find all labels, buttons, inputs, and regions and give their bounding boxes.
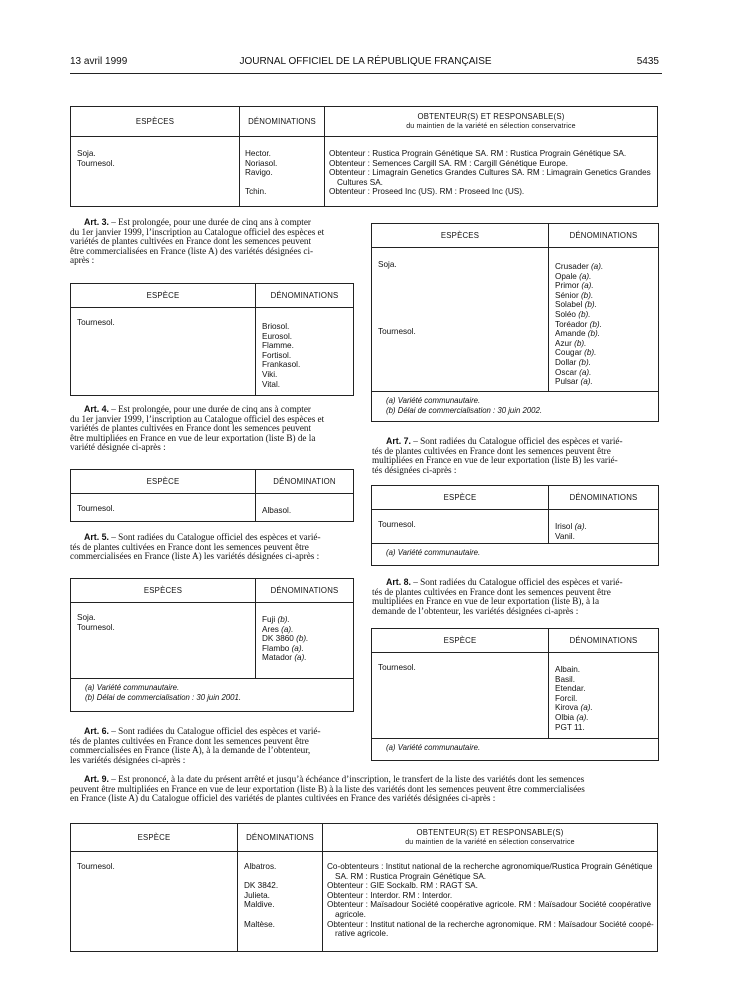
variety-name: Basil. xyxy=(555,674,576,684)
article-5 xyxy=(70,533,355,562)
owner-line: agricole. xyxy=(335,909,366,919)
variety-name: Noriasol. xyxy=(245,158,278,168)
owners-header-subtitle: du maintien de la variété en sélection conservatrice xyxy=(405,838,575,846)
variety-name: Irisol (a). xyxy=(555,522,587,531)
art8-label: Art. 8. xyxy=(386,577,411,587)
variety-name: Cougar (b). xyxy=(555,348,597,358)
art8-line: Art. 8. – Sont radiées du Catalogue officiel des espèces et varié- xyxy=(386,577,623,587)
owners-header-title: OBTENTEUR(S) ET RESPONSABLE(S) xyxy=(416,827,564,837)
species-cell: Tournesol. xyxy=(71,852,238,952)
variety-name: Maldive. xyxy=(244,900,275,910)
art7-line: Art. 7. – Sont radiées du Catalogue officiel des espèces et varié- xyxy=(386,436,623,446)
variety-name: Azur (b). xyxy=(555,338,587,348)
col-header-names: DÉNOMINATIONS xyxy=(256,284,354,308)
owner-line: Obtenteur : Institut national de la recherche agronomique. RM : Maïsadour Société coopé- xyxy=(327,919,654,929)
owner-line: Obtenteur : Semences Cargill SA. RM : Cargill Génétique Europe. xyxy=(329,158,568,168)
variety-name: Olbia (a). xyxy=(555,712,589,722)
col-header-owners xyxy=(323,824,658,852)
footnote-a: (a) Variété communautaire. xyxy=(386,743,481,752)
variety-name: DK 3842. xyxy=(244,881,279,891)
footnote-a: (a) Variété communautaire. xyxy=(85,683,180,692)
owner-line: Obtenteur : GIE Sockalb. RM : RAGT SA. xyxy=(327,881,478,891)
species-item: Tournesol. xyxy=(77,622,115,632)
art4-line: du 1er janvier 1999, l’inscription au Catalogue officiel des espèces et xyxy=(70,413,325,424)
col-header-species: ESPÈCES xyxy=(71,107,240,137)
variety-name: Kirova (a). xyxy=(555,703,593,713)
species-cell: Tournesol. xyxy=(71,494,256,522)
header-rule xyxy=(70,73,662,74)
notes-cell xyxy=(372,544,659,566)
footnote-a: (a) Variété communautaire. xyxy=(386,548,481,557)
journal-title: JOURNAL OFFICIEL DE LA RÉPUBLIQUE FRANÇAISE xyxy=(239,56,492,67)
art4-line: être multipliées en France en vue de leur exportation (liste B) de la xyxy=(70,432,316,443)
art4-line: Art. 4. – Est prolongée, pour une durée de cinq ans à compter xyxy=(84,404,311,414)
variety-name: Hector. xyxy=(245,149,271,158)
art3-line: variétés de plantes cultivées en France dont les semences peuvent xyxy=(70,236,312,247)
variety-name: Matador (a). xyxy=(262,653,307,663)
col-header-species: ESPÈCE xyxy=(372,486,549,510)
names-cell xyxy=(256,603,354,679)
owner-line: Co-obtenteurs : Institut national de la recherche agronomique/Rustica Prograin Génétique xyxy=(327,862,653,871)
art9-line: peuvent être multipliées en France en vue de leur exportation (liste B) à la liste des variétés dont les semences peuvent être commercialisées xyxy=(70,783,585,794)
variety-name: Etendar. xyxy=(555,684,586,694)
page-number: 5435 xyxy=(636,56,659,67)
col-header-species: ESPÈCE xyxy=(372,629,549,653)
art6-line: Art. 6. – Sont radiées du Catalogue officiel des espèces et varié- xyxy=(84,726,321,736)
variety-name: Ares (a). xyxy=(262,624,294,634)
col-header-names: DÉNOMINATIONS xyxy=(549,629,659,653)
variety-name: Flambo (a). xyxy=(262,643,304,653)
variety-name: Soléo (b). xyxy=(555,309,591,319)
notes-cell xyxy=(71,679,354,712)
variety-name: Eurosol. xyxy=(262,331,293,341)
article-7 xyxy=(372,437,659,475)
art8-line: multipliées en France en vue de leur exportation (liste B), à la xyxy=(372,596,600,607)
owner-line: SA. RM : Rustica Prograin Génétique SA. xyxy=(335,871,487,881)
owner-line: Obtenteur : Interdor. RM : Interdor. xyxy=(327,890,453,900)
art9-line: Art. 9. – Est prononcé, à la date du présent arrêté et jusqu’à échéance d’inscription, le transfert de la liste des variétés dont les semences xyxy=(84,774,585,784)
art3-line: du 1er janvier 1999, l’inscription au Catalogue officiel des espèces et xyxy=(70,226,325,237)
owners-header-title: OBTENTEUR(S) ET RESPONSABLE(S) xyxy=(417,111,565,121)
article-3 xyxy=(70,218,355,266)
variety-name: Primor (a). xyxy=(555,281,594,291)
names-cell xyxy=(549,510,659,544)
species-item: Soja. xyxy=(77,149,96,158)
art3-line: Art. 3. – Est prolongée, pour une durée de cinq ans à compter xyxy=(84,217,311,227)
art5-label: Art. 5. xyxy=(84,532,109,542)
art7-line: multipliées en France en vue de leur exportation (liste B) les varié- xyxy=(372,455,618,466)
art6-line: les variétés désignées ci-après : xyxy=(70,754,186,765)
variety-name: Frankasol. xyxy=(262,360,301,370)
col-header-names: DÉNOMINATIONS xyxy=(256,579,354,603)
art8-line: tés de plantes cultivées en France dont les semences peuvent être xyxy=(372,586,611,597)
col-header-names: DÉNOMINATIONS xyxy=(549,224,659,248)
species-item: Tournesol. xyxy=(77,158,115,168)
variety-name: Toréador (b). xyxy=(555,319,602,329)
variety-name: Julieta. xyxy=(244,890,270,900)
variety-name: Vanil. xyxy=(555,531,575,541)
species-cell: Tournesol. xyxy=(71,308,256,396)
species-cell xyxy=(372,248,549,392)
art6-label: Art. 6. xyxy=(84,726,109,736)
variety-name: Tchin. xyxy=(245,187,267,197)
variety-name: Ravigo. xyxy=(245,168,273,178)
variety-name: Albatros. xyxy=(244,862,277,871)
variety-name: Sénior (b). xyxy=(555,290,594,300)
art6-line: commercialisées en France (liste A), à la demande de l’obtenteur, xyxy=(70,745,311,756)
art7-label: Art. 7. xyxy=(386,436,411,446)
footnote-b: (b) Délai de commercialisation : 30 juin 2001. xyxy=(85,692,242,702)
variety-name: Fuji (b). xyxy=(262,615,290,624)
owners-cell xyxy=(325,137,658,207)
art3-line: être commercialisées en France (liste A) des variétés désignées ci- xyxy=(70,245,314,256)
col-header-owners xyxy=(325,107,658,137)
table-art5 xyxy=(70,578,354,712)
col-header-names: DÉNOMINATIONS xyxy=(240,107,325,137)
variety-name: Pulsar (a). xyxy=(555,377,593,387)
art5-line: tés de plantes cultivées en France dont les semences peuvent être xyxy=(70,541,309,552)
header-date: 13 avril 1999 xyxy=(70,56,128,67)
art4-label: Art. 4. xyxy=(84,404,109,414)
art9-label: Art. 9. xyxy=(84,774,109,784)
variety-name: Fortisol. xyxy=(262,350,292,360)
variety-name: Albasol. xyxy=(262,506,292,515)
art6-line: tés de plantes cultivées en France dont les semences peuvent être xyxy=(70,735,309,746)
variety-name: Amande (b). xyxy=(555,329,601,339)
art4-line: variétés de plantes cultivées en France dont les semences peuvent xyxy=(70,423,312,434)
names-cell xyxy=(256,308,354,396)
col-header-names: DÉNOMINATIONS xyxy=(549,486,659,510)
variety-name: Crusader (a). xyxy=(555,262,604,271)
variety-name: Oscar (a). xyxy=(555,367,592,377)
art7-line: tés désignées ci-après : xyxy=(372,464,457,475)
table-top xyxy=(70,106,658,207)
table-art7 xyxy=(371,485,659,566)
variety-name: Viki. xyxy=(262,369,278,379)
col-header-species: ESPÈCES xyxy=(71,579,256,603)
col-header-species: ESPÈCES xyxy=(372,224,549,248)
owners-header-subtitle: du maintien de la variété en sélection conservatrice xyxy=(406,122,576,130)
table-art3 xyxy=(70,283,354,396)
species-cell xyxy=(71,603,256,679)
variety-name: Briosol. xyxy=(262,322,290,331)
table-art8 xyxy=(371,628,659,761)
col-header-names: DÉNOMINATION xyxy=(256,470,354,494)
owner-line: rative agricole. xyxy=(335,929,389,939)
art7-line: tés de plantes cultivées en France dont les semences peuvent être xyxy=(372,445,611,456)
article-9 xyxy=(70,775,658,804)
table-art9 xyxy=(70,823,658,952)
article-8 xyxy=(372,578,659,616)
variety-name: Forcil. xyxy=(555,693,578,703)
col-header-species: ESPÈCE xyxy=(71,284,256,308)
art5-line: Art. 5. – Sont radiées du Catalogue officiel des espèces et varié- xyxy=(84,532,321,542)
variety-name: Maltèse. xyxy=(244,919,275,929)
col-header-species: ESPÈCE xyxy=(71,824,238,852)
names-cell xyxy=(238,852,323,952)
species-cell: Tournesol. xyxy=(372,653,549,739)
col-header-species: ESPÈCE xyxy=(71,470,256,494)
owner-line: Obtenteur : Maïsadour Société coopérative agricole. RM : Maïsadour Société coopérative xyxy=(327,900,652,910)
footnote-a: (a) Variété communautaire. xyxy=(386,396,481,405)
col-header-names: DÉNOMINATIONS xyxy=(238,824,323,852)
names-cell xyxy=(256,494,354,522)
variety-name: Opale (a). xyxy=(555,271,592,281)
owner-line: Obtenteur : Proseed Inc (US). RM : Proseed Inc (US). xyxy=(329,187,525,197)
species-item: Soja. xyxy=(378,260,397,269)
species-item: Tournesol. xyxy=(378,327,416,337)
art4-line: variété désignée ci-après : xyxy=(70,442,166,453)
names-cell xyxy=(549,653,659,739)
species-cell xyxy=(71,137,240,207)
owners-cell xyxy=(323,852,658,952)
owner-line: Obtenteur : Limagrain Genetics Grandes Cultures SA. RM : Limagrain Genetics Grandes xyxy=(329,168,651,178)
notes-cell xyxy=(372,739,659,761)
variety-name: Dollar (b). xyxy=(555,357,591,367)
owner-line: Obtenteur : Rustica Prograin Génétique SA. RM : Rustica Prograin Génétique SA. xyxy=(329,149,627,158)
article-6 xyxy=(70,727,355,765)
footnote-b: (b) Délai de commercialisation : 30 juin 2002. xyxy=(386,405,543,415)
art3-label: Art. 3. xyxy=(84,217,109,227)
species-item: Soja. xyxy=(77,613,96,622)
variety-name: Vital. xyxy=(262,379,281,389)
art3-line: après : xyxy=(70,255,95,266)
table-art6 xyxy=(371,223,659,422)
art9-line: en France (liste A) du Catalogue officiel des variétés de plantes cultivées en France des variétés désignées ci-après : xyxy=(70,793,496,804)
species-cell: Tournesol. xyxy=(372,510,549,544)
variety-name: Albain. xyxy=(555,665,581,674)
variety-name: Flamme. xyxy=(262,341,294,351)
table-art4 xyxy=(70,469,354,522)
article-4 xyxy=(70,405,355,453)
art5-line: commercialisées en France (liste A) les variétés désignées ci-après : xyxy=(70,551,320,562)
variety-name: Solabel (b). xyxy=(555,300,597,310)
variety-name: DK 3860 (b). xyxy=(262,634,309,644)
variety-name: PGT 11. xyxy=(555,722,585,732)
names-cell xyxy=(549,248,659,392)
names-cell xyxy=(240,137,325,207)
art8-line: demande de l’obtenteur, les variétés désignées ci-après : xyxy=(372,605,579,616)
owner-line: Cultures SA. xyxy=(337,177,383,187)
notes-cell xyxy=(372,392,659,422)
